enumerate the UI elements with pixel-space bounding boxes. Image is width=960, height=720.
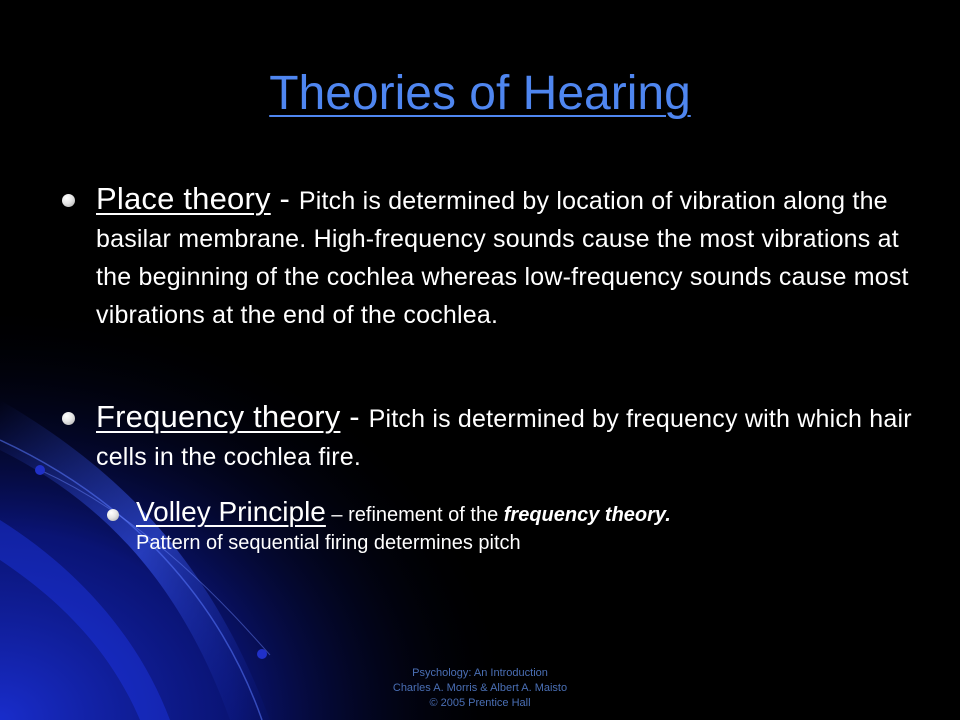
sub-bullet-text-after: Pattern of sequential firing determines pitch (136, 532, 521, 554)
bullet-body: Pitch is determined by location of vibration along the basilar membrane. High-frequency sounds cause the most vibrations at the beginning of the cochlea whereas low-frequency sounds cause most vibrations at the end of the cochlea. (96, 187, 909, 329)
slide-title: Theories of Hearing (269, 67, 691, 120)
sub-bullet-volley-principle (136, 498, 916, 557)
footer-credits (280, 666, 680, 711)
accent-dot-2 (257, 649, 267, 659)
footer-line-1: Psychology: An Introduction (412, 667, 548, 679)
bullet-dash: - (270, 181, 299, 216)
bullet-place-theory (96, 180, 916, 334)
sub-bullet-term: Volley Principle (136, 496, 326, 527)
footer-line-3: © 2005 Prentice Hall (429, 697, 531, 709)
accent-dot-1 (35, 465, 45, 475)
bullet-term: Frequency theory (96, 399, 341, 434)
bullet-term: Place theory (96, 181, 271, 216)
footer-line-2: Charles A. Morris & Albert A. Maisto (392, 682, 568, 694)
sub-bullet-emphasis: frequency theory. (503, 504, 671, 526)
sub-bullet-dot-icon (107, 509, 119, 521)
bullet-dot-icon (62, 412, 75, 425)
bullet-frequency-theory (96, 398, 916, 476)
sub-bullet-text-before: – refinement of the (325, 504, 504, 526)
bullet-body: Pitch is determined by frequency with which hair cells in the cochlea fire. (96, 405, 912, 471)
bullet-dot-icon (62, 194, 75, 207)
bullet-dash: - (340, 399, 369, 434)
